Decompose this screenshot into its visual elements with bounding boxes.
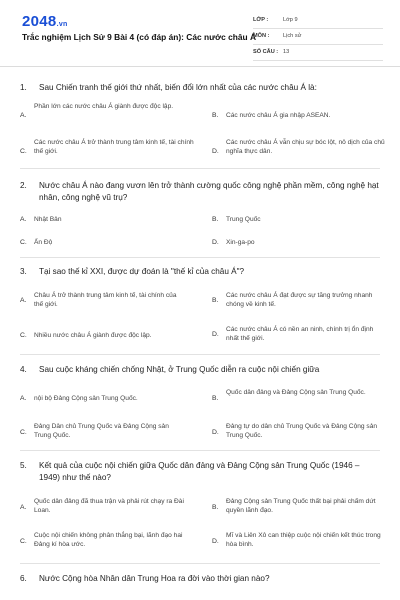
option-text: Quốc dân đảng đã thua trận và phải rút chạy ra Đài Loan.: [34, 498, 184, 515]
option-text: Các nước châu Á trở thành trung tâm kinh tế, tài chính thế giới.: [34, 139, 194, 156]
question-number: 5.: [20, 461, 27, 470]
option-text: Nhiều nước châu Á giành được độc lập.: [34, 332, 152, 339]
option-letter: A.: [20, 395, 27, 402]
option-letter: C.: [20, 148, 27, 155]
divider: [20, 563, 380, 564]
question-text: Tại sao thế kỉ XXI, được dự đoán là "thế kỉ của châu Á"?: [39, 267, 245, 276]
meta-row-class: [253, 15, 383, 29]
question-number: 1.: [20, 83, 27, 92]
question-stem: [20, 266, 382, 278]
logo-suffix: .vn: [56, 21, 68, 28]
option-letter: C.: [20, 332, 27, 339]
meta-label: LỚP :: [253, 17, 269, 23]
question-1: [20, 82, 382, 94]
question-4: [20, 364, 382, 376]
option-text: Các nước châu Á có nền an ninh, chính trị ổn định nhất thế giới.: [226, 326, 374, 343]
meta-label: MÔN :: [253, 33, 270, 39]
option-text: Ấn Độ: [34, 239, 53, 246]
option-text: Đảng tự do dân chủ Trung Quốc và Đảng Cộng sản Trung Quốc.: [226, 423, 378, 440]
option-text: Châu Á trở thành trung tâm kinh tế, tài chính của thế giới.: [34, 292, 177, 309]
option-letter: A.: [20, 504, 27, 511]
question-6: [20, 573, 382, 585]
meta-value: Lớp 9: [283, 17, 298, 23]
question-stem: [20, 460, 382, 484]
site-logo[interactable]: [22, 13, 68, 30]
option-letter: D.: [212, 538, 219, 545]
page-header: [0, 0, 400, 67]
option-letter: A.: [20, 112, 27, 119]
question-3: [20, 266, 382, 278]
meta-label: SỐ CÂU :: [253, 49, 279, 55]
question-number: 4.: [20, 365, 27, 374]
option-text: Các nước châu Á vẫn chịu sự bóc lột, nô dịch của chủ nghĩa thực dân.: [226, 139, 385, 156]
option-text: Nhật Bản: [34, 216, 62, 223]
meta-row-subject: [253, 31, 383, 45]
option-text: Quốc dân đảng và Đảng Cộng sản Trung Quốc.: [226, 389, 366, 396]
question-number: 6.: [20, 574, 27, 583]
divider: [20, 257, 380, 258]
option-letter: B.: [212, 297, 219, 304]
option-letter: B.: [212, 112, 219, 119]
meta-value: 13: [283, 49, 290, 55]
option-text: Xin-ga-po: [226, 239, 255, 246]
question-text: Nước châu Á nào đang vươn lên trở thành cường quốc công nghệ phần mềm, công nghệ hạt nhân, công nghệ vũ trụ?: [39, 181, 379, 202]
question-number: 3.: [20, 267, 27, 276]
option-letter: D.: [212, 331, 219, 338]
option-letter: B.: [212, 395, 219, 402]
question-stem: [20, 82, 382, 94]
logo-text: 2048: [22, 13, 57, 30]
question-stem: [20, 573, 382, 585]
option-text: nội bộ Đảng Cộng sản Trung Quốc.: [34, 395, 138, 402]
option-text: Đảng Cộng sản Trung Quốc thất bại phải chấm dứt quyền lãnh đạo.: [226, 498, 376, 515]
quiz-meta: [253, 15, 383, 63]
option-text: Đảng Dân chủ Trung Quốc và Đảng Cộng sản Trung Quốc.: [34, 423, 169, 440]
option-letter: C.: [20, 429, 27, 436]
question-number: 2.: [20, 181, 27, 190]
question-5: [20, 460, 382, 484]
question-2: [20, 180, 382, 204]
option-text: Các nước châu Á gia nhập ASEAN.: [226, 112, 331, 119]
option-letter: B.: [212, 504, 219, 511]
option-letter: D.: [212, 239, 219, 246]
meta-value: Lịch sử: [283, 33, 302, 39]
option-letter: C.: [20, 239, 27, 246]
divider: [20, 450, 380, 451]
option-text: Mĩ và Liên Xô can thiệp cuộc nội chiến kết thúc trong hòa bình.: [226, 532, 381, 549]
option-letter: B.: [212, 216, 219, 223]
question-text: Sau Chiến tranh thế giới thứ nhất, biến đổi lớn nhất của các nước châu Á là:: [39, 83, 317, 92]
question-text: Nước Cộng hòa Nhân dân Trung Hoa ra đời vào thời gian nào?: [39, 574, 270, 583]
divider: [20, 168, 380, 169]
option-text: Phần lớn các nước châu Á giành được độc lập.: [34, 103, 174, 110]
divider: [20, 354, 380, 355]
option-letter: A.: [20, 297, 27, 304]
option-letter: D.: [212, 429, 219, 436]
question-text: Kết quả của cuộc nội chiến giữa Quốc dân đảng và Đảng Cộng sản Trung Quốc (1946 – 1949) như thế nào?: [39, 461, 360, 482]
option-text: Trung Quốc: [226, 216, 261, 223]
question-stem: [20, 364, 382, 376]
option-text: Các nước châu Á đạt được sự tăng trưởng nhanh chóng về kinh tế.: [226, 292, 373, 309]
option-letter: D.: [212, 148, 219, 155]
question-text: Sau cuộc kháng chiến chống Nhật, ở Trung Quốc diễn ra cuộc nội chiến giữa: [39, 365, 320, 374]
page-title: Trắc nghiệm Lịch Sử 9 Bài 4 (có đáp án): Các nước châu Á: [22, 32, 257, 42]
option-text: Cuộc nội chiến không phân thắng bại, lãnh đạo hai Đảng kí hòa ước.: [34, 532, 183, 549]
meta-row-count: [253, 47, 383, 61]
option-letter: A.: [20, 216, 27, 223]
question-stem: [20, 180, 382, 204]
option-letter: C.: [20, 538, 27, 545]
